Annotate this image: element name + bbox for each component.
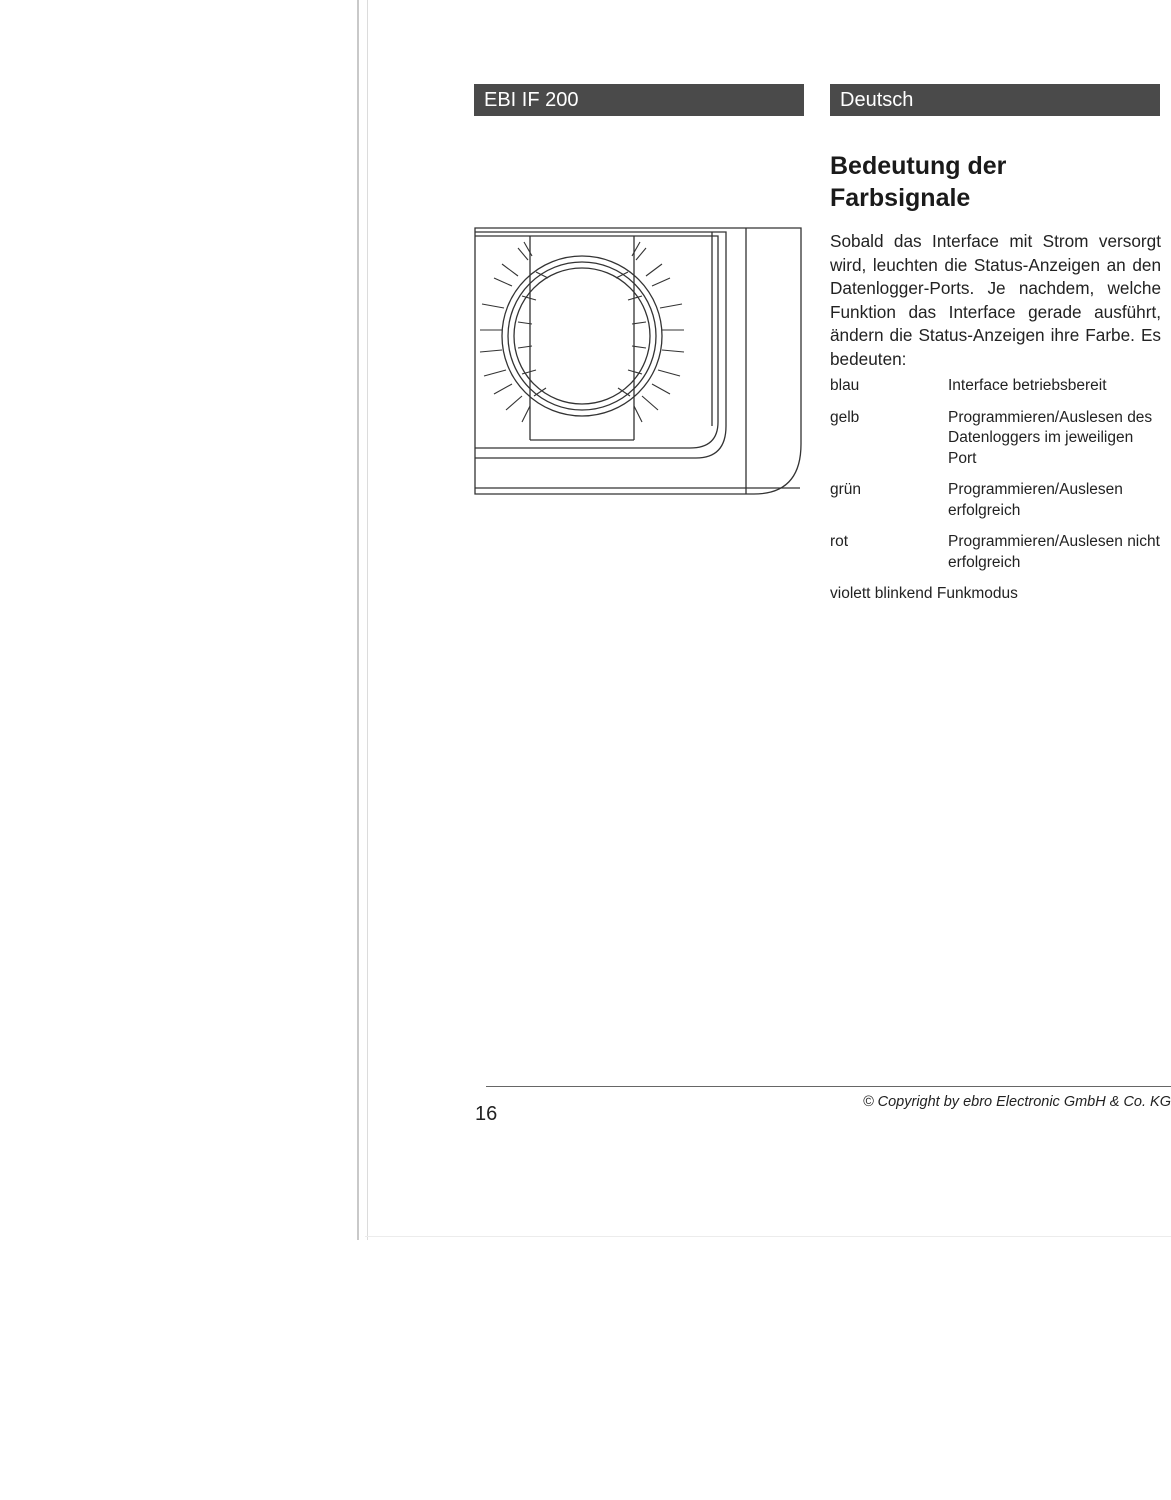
header-product-label: EBI IF 200	[474, 84, 804, 116]
signal-list	[830, 376, 1160, 584]
signal-row-yellow	[830, 408, 1160, 470]
intro-paragraph: Sobald das Interface mit Strom versorgt wird, leuchten die Status-Anzeigen an den Datenlogger-Ports. Je nachdem, welche Funktion das Interface gerade ausführt, ändern die Status-Anzeigen ihre Farbe. Es bedeuten:	[830, 231, 1161, 369]
copyright-notice: © Copyright by ebro Electronic GmbH & Co. KG	[862, 1094, 1171, 1110]
section-title-line1: Bedeutung der	[830, 152, 1007, 180]
signal-meaning: Funkmodus	[936, 585, 1018, 602]
footer-divider	[486, 1086, 1171, 1087]
section-title-line2: Farbsignale	[830, 184, 971, 212]
signal-meaning: Programmieren/Auslesen erfolgreich	[948, 481, 1123, 519]
signal-meaning: Programmieren/Auslesen des Datenloggers im jeweiligen Port	[948, 408, 1153, 467]
header-language-label: Deutsch	[830, 84, 1160, 116]
signal-color: grün	[830, 481, 862, 498]
signal-color: rot	[830, 533, 849, 550]
port-drawing-icon	[474, 226, 804, 496]
signal-color: violett blinkend	[830, 585, 933, 602]
signal-color: blau	[830, 377, 860, 394]
signal-row-green	[830, 480, 1160, 521]
page-number: 16	[475, 1103, 498, 1125]
section-title	[830, 150, 1160, 214]
scan-edge	[365, 1236, 1171, 1237]
page-binding-edge	[357, 0, 368, 1240]
signal-color: gelb	[830, 408, 860, 426]
signal-row-blue	[830, 376, 1160, 397]
signal-row-violet	[830, 584, 1018, 605]
signal-meaning: Programmieren/Auslesen nicht erfolgreich	[948, 533, 1160, 571]
signal-meaning: Interface betriebsbereit	[948, 377, 1107, 394]
port-illustration	[474, 226, 804, 496]
signal-row-red	[830, 532, 1160, 573]
